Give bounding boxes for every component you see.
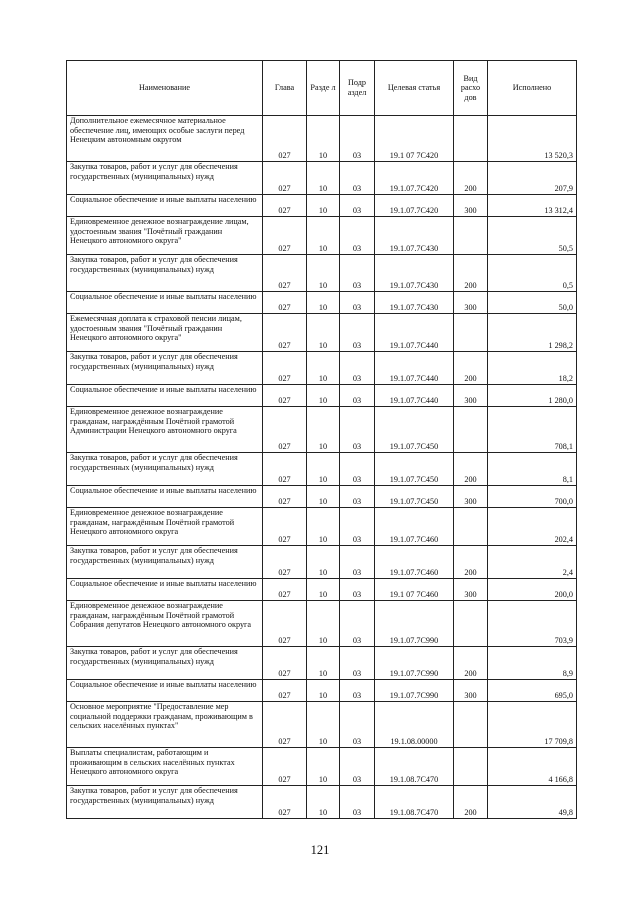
- row-amount-cell: 695,0: [488, 680, 577, 702]
- row-chapter-cell: 027: [263, 314, 307, 352]
- table-row: [67, 748, 577, 786]
- row-section-cell: 10: [307, 195, 340, 217]
- row-name-cell: Единовременное денежное вознаграждение гражданам, награждённым Почётной грамотой Администрации Ненецкого автономного округа: [67, 407, 263, 453]
- table-row: [67, 546, 577, 579]
- row-subsection-cell: 03: [340, 407, 375, 453]
- row-name-cell: Закупка товаров, работ и услуг для обеспечения государственных (муниципальных) нужд: [67, 786, 263, 819]
- row-target-item-cell: 19.1.07.7C440: [375, 314, 454, 352]
- table-row: [67, 314, 577, 352]
- table-row: [67, 647, 577, 680]
- row-amount-cell: 13 520,3: [488, 116, 577, 162]
- row-amount-cell: 13 312,4: [488, 195, 577, 217]
- row-section-cell: 10: [307, 453, 340, 486]
- row-chapter-cell: 027: [263, 546, 307, 579]
- row-expense-type-cell: 200: [454, 352, 488, 385]
- row-name-cell: Закупка товаров, работ и услуг для обеспечения государственных (муниципальных) нужд: [67, 546, 263, 579]
- row-section-cell: 10: [307, 385, 340, 407]
- row-expense-type-cell: 200: [454, 255, 488, 292]
- row-target-item-cell: 19.1.07.7C460: [375, 546, 454, 579]
- row-section-cell: 10: [307, 579, 340, 601]
- row-amount-cell: 703,9: [488, 601, 577, 647]
- row-target-item-cell: 19.1.07.7C450: [375, 486, 454, 508]
- row-amount-cell: 8,9: [488, 647, 577, 680]
- row-name-cell: Закупка товаров, работ и услуг для обеспечения государственных (муниципальных) нужд: [67, 255, 263, 292]
- table-row: [67, 453, 577, 486]
- row-amount-cell: 49,8: [488, 786, 577, 819]
- row-chapter-cell: 027: [263, 385, 307, 407]
- row-name-cell: Единовременное денежное вознаграждение гражданам, награждённым Почётной грамотой Собрания депутатов Ненецкого автономного округа: [67, 601, 263, 647]
- row-target-item-cell: 19.1.07.7C450: [375, 407, 454, 453]
- row-name-cell: Социальное обеспечение и иные выплаты населению: [67, 486, 263, 508]
- row-target-item-cell: 19.1.07.7C440: [375, 352, 454, 385]
- row-section-cell: 10: [307, 352, 340, 385]
- row-name-cell: Социальное обеспечение и иные выплаты населению: [67, 680, 263, 702]
- row-name-cell: Закупка товаров, работ и услуг для обеспечения государственных (муниципальных) нужд: [67, 352, 263, 385]
- row-expense-type-cell: [454, 407, 488, 453]
- table-row: [67, 385, 577, 407]
- table-row: [67, 786, 577, 819]
- row-chapter-cell: 027: [263, 453, 307, 486]
- row-expense-type-cell: 300: [454, 680, 488, 702]
- table-row: [67, 162, 577, 195]
- row-subsection-cell: 03: [340, 217, 375, 255]
- row-expense-type-cell: 300: [454, 195, 488, 217]
- row-chapter-cell: 027: [263, 217, 307, 255]
- column-header-target-item: Целевая статья: [375, 61, 454, 116]
- row-subsection-cell: 03: [340, 292, 375, 314]
- row-name-cell: Выплаты специалистам, работающим и проживающим в сельских населённых пунктах Ненецкого автономного округа: [67, 748, 263, 786]
- row-amount-cell: 1 298,2: [488, 314, 577, 352]
- row-chapter-cell: 027: [263, 195, 307, 217]
- row-subsection-cell: 03: [340, 647, 375, 680]
- row-expense-type-cell: 200: [454, 453, 488, 486]
- row-target-item-cell: 19.1.07.7C420: [375, 162, 454, 195]
- row-section-cell: 10: [307, 786, 340, 819]
- row-expense-type-cell: [454, 748, 488, 786]
- row-subsection-cell: 03: [340, 195, 375, 217]
- row-target-item-cell: 19.1 07 7C420: [375, 116, 454, 162]
- row-expense-type-cell: [454, 116, 488, 162]
- row-amount-cell: 50,5: [488, 217, 577, 255]
- table-row: [67, 407, 577, 453]
- row-name-cell: Основное мероприятие "Предоставление мер социальной поддержки гражданам, проживающим в сельских населённых пунктах": [67, 702, 263, 748]
- column-header-subsection: Подр аздел: [340, 61, 375, 116]
- row-subsection-cell: 03: [340, 702, 375, 748]
- row-subsection-cell: 03: [340, 314, 375, 352]
- row-subsection-cell: 03: [340, 486, 375, 508]
- row-section-cell: 10: [307, 407, 340, 453]
- row-chapter-cell: 027: [263, 786, 307, 819]
- row-target-item-cell: 19.1.07.7C440: [375, 385, 454, 407]
- row-name-cell: Социальное обеспечение и иные выплаты населению: [67, 292, 263, 314]
- table-row: [67, 579, 577, 601]
- row-amount-cell: 200,0: [488, 579, 577, 601]
- row-amount-cell: 8,1: [488, 453, 577, 486]
- row-name-cell: Закупка товаров, работ и услуг для обеспечения государственных (муниципальных) нужд: [67, 162, 263, 195]
- row-subsection-cell: 03: [340, 162, 375, 195]
- row-chapter-cell: 027: [263, 647, 307, 680]
- row-subsection-cell: 03: [340, 116, 375, 162]
- row-target-item-cell: 19.1.07.7C990: [375, 601, 454, 647]
- row-section-cell: 10: [307, 702, 340, 748]
- row-section-cell: 10: [307, 116, 340, 162]
- row-name-cell: Единовременное денежное вознаграждение лицам, удостоенным звания "Почётный гражданин Ненецкого автономного округа": [67, 217, 263, 255]
- table-row: [67, 292, 577, 314]
- row-chapter-cell: 027: [263, 116, 307, 162]
- row-chapter-cell: 027: [263, 748, 307, 786]
- row-expense-type-cell: [454, 508, 488, 546]
- row-amount-cell: 1 280,0: [488, 385, 577, 407]
- table-row: [67, 195, 577, 217]
- row-target-item-cell: 19.1.07.7C990: [375, 647, 454, 680]
- row-target-item-cell: 19.1.07.7C430: [375, 217, 454, 255]
- row-chapter-cell: 027: [263, 162, 307, 195]
- row-name-cell: Социальное обеспечение и иные выплаты населению: [67, 579, 263, 601]
- column-header-chapter: Глава: [263, 61, 307, 116]
- row-target-item-cell: 19.1 07 7C460: [375, 579, 454, 601]
- table-body: [67, 116, 577, 819]
- table-row: [67, 601, 577, 647]
- row-name-cell: Дополнительное ежемесячное материальное обеспечение лиц, имеющих особые заслуги перед Ненецким автономным округом: [67, 116, 263, 162]
- row-subsection-cell: 03: [340, 601, 375, 647]
- row-name-cell: Социальное обеспечение и иные выплаты населению: [67, 195, 263, 217]
- row-amount-cell: 17 709,8: [488, 702, 577, 748]
- row-chapter-cell: 027: [263, 601, 307, 647]
- row-chapter-cell: 027: [263, 486, 307, 508]
- row-subsection-cell: 03: [340, 546, 375, 579]
- row-chapter-cell: 027: [263, 579, 307, 601]
- row-amount-cell: 4 166,8: [488, 748, 577, 786]
- row-expense-type-cell: 200: [454, 162, 488, 195]
- row-target-item-cell: 19.1.07.7C430: [375, 292, 454, 314]
- row-subsection-cell: 03: [340, 385, 375, 407]
- row-name-cell: Единовременное денежное вознаграждение гражданам, награждённым Почётной грамотой Ненецкого автономного округа: [67, 508, 263, 546]
- row-subsection-cell: 03: [340, 748, 375, 786]
- row-chapter-cell: 027: [263, 680, 307, 702]
- row-section-cell: 10: [307, 217, 340, 255]
- row-target-item-cell: 19.1.07.7C430: [375, 255, 454, 292]
- row-chapter-cell: 027: [263, 292, 307, 314]
- column-header-expense-type: Вид расхо дов: [454, 61, 488, 116]
- table-row: [67, 116, 577, 162]
- row-subsection-cell: 03: [340, 786, 375, 819]
- table-header-row: [67, 61, 577, 116]
- row-section-cell: 10: [307, 508, 340, 546]
- column-header-section: Разде л: [307, 61, 340, 116]
- row-subsection-cell: 03: [340, 579, 375, 601]
- row-expense-type-cell: [454, 217, 488, 255]
- row-section-cell: 10: [307, 546, 340, 579]
- table-row: [67, 702, 577, 748]
- row-section-cell: 10: [307, 647, 340, 680]
- row-chapter-cell: 027: [263, 702, 307, 748]
- table-row: [67, 217, 577, 255]
- row-target-item-cell: 19.1.08.7C470: [375, 786, 454, 819]
- row-expense-type-cell: 200: [454, 546, 488, 579]
- row-name-cell: Закупка товаров, работ и услуг для обеспечения государственных (муниципальных) нужд: [67, 647, 263, 680]
- row-amount-cell: 207,9: [488, 162, 577, 195]
- table-row: [67, 508, 577, 546]
- row-target-item-cell: 19.1.08.00000: [375, 702, 454, 748]
- row-subsection-cell: 03: [340, 352, 375, 385]
- table-row: [67, 255, 577, 292]
- budget-execution-table: [66, 60, 577, 819]
- row-amount-cell: 708,1: [488, 407, 577, 453]
- row-amount-cell: 18,2: [488, 352, 577, 385]
- row-chapter-cell: 027: [263, 255, 307, 292]
- row-target-item-cell: 19.1.07.7C990: [375, 680, 454, 702]
- row-expense-type-cell: 300: [454, 385, 488, 407]
- column-header-executed: Исполнено: [488, 61, 577, 116]
- table-row: [67, 352, 577, 385]
- row-amount-cell: 0,5: [488, 255, 577, 292]
- row-section-cell: 10: [307, 314, 340, 352]
- row-subsection-cell: 03: [340, 453, 375, 486]
- table-row: [67, 486, 577, 508]
- row-subsection-cell: 03: [340, 255, 375, 292]
- row-amount-cell: 2,4: [488, 546, 577, 579]
- row-name-cell: Социальное обеспечение и иные выплаты населению: [67, 385, 263, 407]
- row-name-cell: Закупка товаров, работ и услуг для обеспечения государственных (муниципальных) нужд: [67, 453, 263, 486]
- row-name-cell: Ежемесячная доплата к страховой пенсии лицам, удостоенным звания "Почётный гражданин Ненецкого автономного округа": [67, 314, 263, 352]
- row-target-item-cell: 19.1.07.7C460: [375, 508, 454, 546]
- row-expense-type-cell: 300: [454, 292, 488, 314]
- row-section-cell: 10: [307, 292, 340, 314]
- row-expense-type-cell: 200: [454, 647, 488, 680]
- row-target-item-cell: 19.1.07.7C420: [375, 195, 454, 217]
- row-expense-type-cell: 200: [454, 786, 488, 819]
- table-row: [67, 680, 577, 702]
- row-section-cell: 10: [307, 680, 340, 702]
- row-chapter-cell: 027: [263, 352, 307, 385]
- row-amount-cell: 202,4: [488, 508, 577, 546]
- row-subsection-cell: 03: [340, 680, 375, 702]
- row-section-cell: 10: [307, 162, 340, 195]
- column-header-name: Наименование: [67, 61, 263, 116]
- row-expense-type-cell: [454, 314, 488, 352]
- row-chapter-cell: 027: [263, 508, 307, 546]
- row-expense-type-cell: 300: [454, 579, 488, 601]
- row-amount-cell: 50,0: [488, 292, 577, 314]
- row-section-cell: 10: [307, 486, 340, 508]
- page-number: 121: [310, 843, 330, 857]
- row-subsection-cell: 03: [340, 508, 375, 546]
- row-expense-type-cell: 300: [454, 486, 488, 508]
- row-amount-cell: 700,0: [488, 486, 577, 508]
- row-section-cell: 10: [307, 748, 340, 786]
- row-expense-type-cell: [454, 702, 488, 748]
- row-chapter-cell: 027: [263, 407, 307, 453]
- row-target-item-cell: 19.1.07.7C450: [375, 453, 454, 486]
- row-section-cell: 10: [307, 255, 340, 292]
- row-expense-type-cell: [454, 601, 488, 647]
- row-section-cell: 10: [307, 601, 340, 647]
- row-target-item-cell: 19.1.08.7C470: [375, 748, 454, 786]
